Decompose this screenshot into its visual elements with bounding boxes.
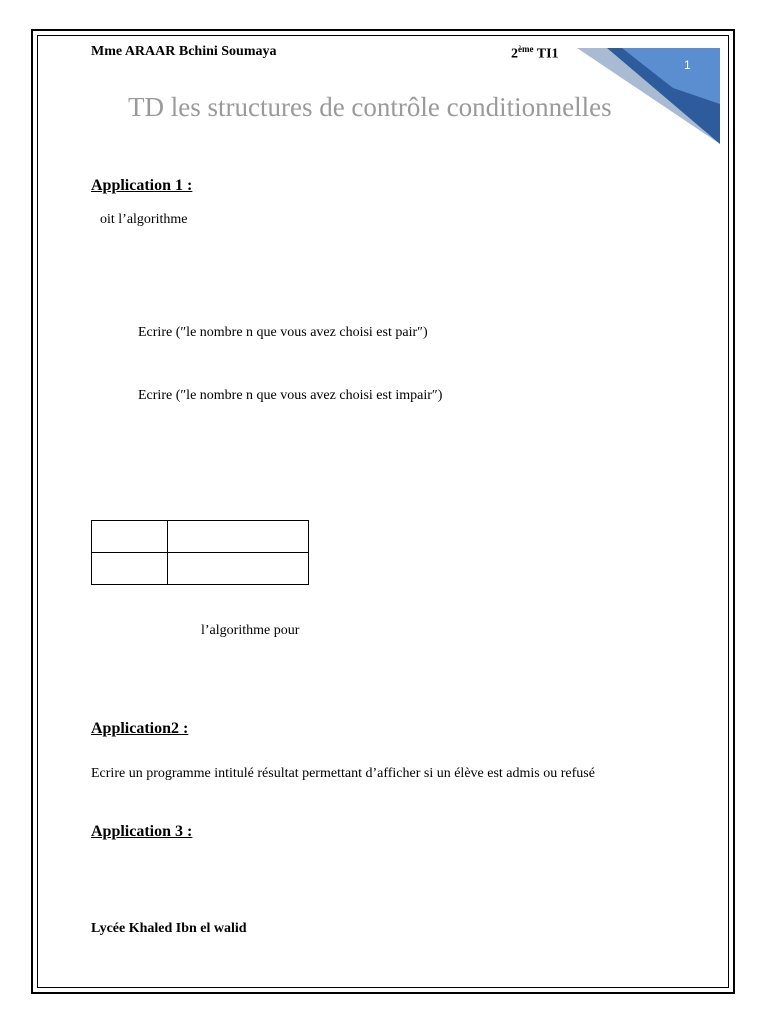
table-row	[92, 553, 309, 585]
table-row	[92, 521, 309, 553]
algorithm-line-pair: Ecrire (″le nombre n que vous avez choisi est pair″)	[138, 325, 428, 340]
class-label	[511, 44, 559, 63]
algorithm-for-text: l’algorithme pour	[201, 623, 300, 638]
page-number: 1	[684, 58, 691, 72]
trace-table	[91, 520, 309, 585]
application-1-intro: oit l’algorithme	[100, 212, 188, 227]
application-2-text: Ecrire un programme intitulé résultat permettant d’afficher si un élève est admis ou refusé	[91, 766, 595, 781]
application-3-heading: Application 3 :	[91, 823, 193, 840]
application-1-heading: Application 1 :	[91, 177, 193, 194]
table-cell	[168, 553, 309, 585]
class-group: TI1	[533, 46, 559, 62]
document-title: TD les structures de contrôle conditionnelles	[128, 92, 612, 122]
author-name: Mme ARAAR Bchini Soumaya	[91, 44, 277, 59]
application-2-heading: Application2 :	[91, 720, 189, 737]
table-cell	[92, 553, 168, 585]
class-superscript: ème	[518, 44, 534, 54]
class-number: 2	[511, 46, 518, 62]
table-cell	[92, 521, 168, 553]
table-cell	[168, 521, 309, 553]
school-name: Lycée Khaled Ibn el walid	[91, 921, 247, 936]
algorithm-line-impair: Ecrire (″le nombre n que vous avez choisi est impair″)	[138, 388, 443, 403]
